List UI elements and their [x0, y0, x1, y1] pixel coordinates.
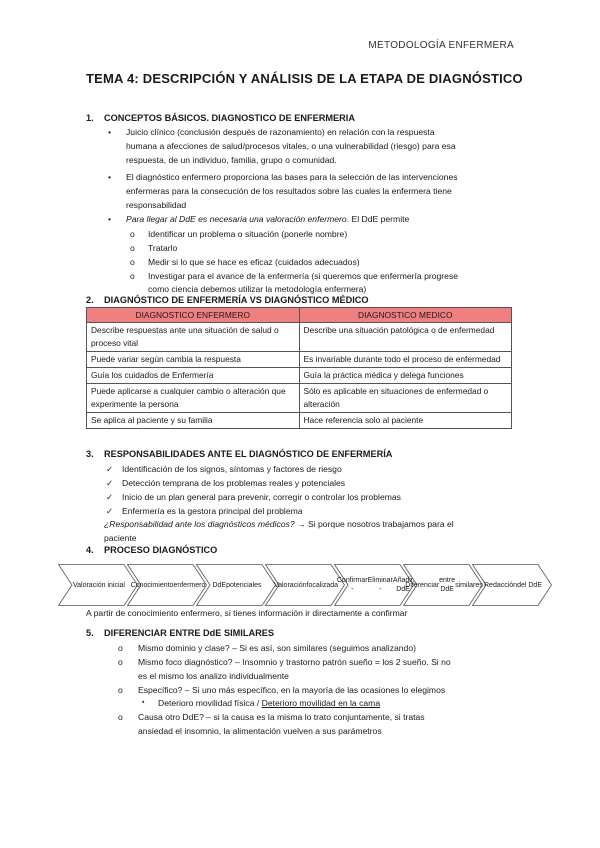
step-line: focalizada	[306, 581, 339, 589]
text-line: enfermeras para la consecución de los resultados sobre las cuales la enfermera tiene	[126, 186, 452, 196]
square-bullet-icon: ▪	[142, 699, 145, 706]
plain-text: → Si porque nosotros trabajamos para el	[294, 519, 454, 529]
table-cell: Se aplica al paciente y su familia	[87, 413, 300, 429]
text-line: paciente	[104, 533, 137, 543]
process-step-label	[70, 564, 128, 606]
bullet-icon: •	[108, 172, 112, 182]
text-line: ansiedad el insomnio, la alimentación vuelven a sus parámetros	[138, 726, 382, 736]
step-line: Confirmar -	[336, 577, 368, 593]
text-line: respuesta, de un individuo, familia, grupo o comunidad.	[126, 155, 337, 165]
table-cell: Guía los cuidados de Enfermería	[87, 368, 300, 384]
step-line: Conocimiento	[130, 581, 174, 589]
underlined-text: Deterioro movilidad en la cama	[261, 698, 381, 708]
checkmark-icon: ✓	[106, 506, 114, 516]
bullet-icon: •	[108, 127, 112, 137]
section-3-heading	[86, 449, 392, 459]
text-line	[104, 517, 454, 531]
text-line: Mismo dominio y clase? – Si es así, son similares (seguimos analizando)	[138, 643, 416, 653]
process-step	[265, 564, 345, 606]
step-line: similares	[455, 581, 483, 589]
section-number: 2.	[86, 295, 94, 305]
text-line: Detección temprana de los problemas reales y potenciales	[122, 478, 346, 488]
section-title: PROCESO DIAGNÓSTICO	[104, 545, 218, 555]
circle-bullet-icon: o	[130, 271, 135, 281]
table-cell: Describe respuestas ante una situación de salud o proceso vital	[87, 323, 300, 352]
process-step	[334, 564, 414, 606]
text-line: responsabilidad	[126, 200, 187, 210]
page-header: METODOLOGÍA ENFERMERA	[368, 40, 514, 51]
process-step	[127, 564, 207, 606]
diagnostic-process-flow	[58, 564, 554, 606]
step-line: Valoración	[273, 581, 307, 589]
process-step	[403, 564, 483, 606]
step-line: Diferenciar	[405, 581, 440, 589]
step-line: Añadir DdE	[392, 577, 414, 593]
step-line: entre DdE	[439, 577, 456, 593]
text-line: Enfermería es la gestora principal del problema	[122, 506, 303, 516]
text-line	[158, 696, 380, 710]
table-cell: Es invariable durante todo el proceso de enfermedad	[299, 352, 512, 368]
text-line: A partir de conocimiento enfermero, si tienes información ir directamente a confirmar	[86, 608, 408, 618]
process-step-label	[208, 564, 266, 606]
plain-text: Deterioro movilidad física /	[158, 698, 262, 708]
process-step-label	[484, 564, 542, 606]
page-title: TEMA 4: DESCRIPCIÓN Y ANÁLISIS DE LA ETAPA DE DIAGNÓSTICO	[86, 71, 523, 86]
italic-text: ¿Responsabilidad ante los diagnósticos médicos?	[104, 519, 295, 529]
text-line: como ciencia debemos utilizar la metodología enfermera)	[148, 284, 367, 294]
circle-bullet-icon: o	[130, 243, 135, 253]
checkmark-icon: ✓	[106, 478, 114, 488]
step-line: DdE	[212, 581, 227, 589]
text-line: Medir si lo que se hace es eficaz (cuidados adecuados)	[148, 257, 360, 267]
table-cell: Sólo es aplicable en situaciones de enfermedad o alteración	[299, 384, 512, 413]
process-step-label	[130, 564, 206, 606]
section-title: CONCEPTOS BÁSICOS. DIAGNOSTICO DE ENFERMERIA	[104, 113, 355, 123]
table-row	[87, 413, 512, 429]
text-line	[126, 212, 409, 226]
column-header: DIAGNOSTICO MEDICO	[299, 308, 512, 323]
circle-bullet-icon: o	[118, 712, 123, 722]
section-number: 4.	[86, 545, 94, 555]
text-line: es el mismo los analizo individualmente	[138, 671, 289, 681]
text-line: Investigar para el avance de la enfermería (si queremos que enfermería progrese	[148, 271, 459, 281]
section-number: 3.	[86, 449, 94, 459]
section-4-heading	[86, 545, 217, 555]
table-header-row	[87, 308, 512, 323]
process-step-label	[273, 564, 339, 606]
section-title: RESPONSABILIDADES ANTE EL DIAGNÓSTICO DE ENFERMERÍA	[104, 449, 393, 459]
step-line: Redacción	[484, 581, 518, 589]
bullet-icon: •	[108, 214, 112, 224]
step-line: enfermero	[173, 581, 206, 589]
text-line: humana a afecciones de salud/procesos vitales, o una vulnerabilidad (riesgo) para esa	[126, 141, 456, 151]
process-step-label	[336, 564, 414, 606]
section-1-heading	[86, 113, 355, 123]
table-cell: Guía la práctica médica y delega funciones	[299, 368, 512, 384]
table-cell: Puede variar según cambia la respuesta	[87, 352, 300, 368]
text-line: Tratarlo	[148, 243, 178, 253]
circle-bullet-icon: o	[130, 229, 135, 239]
checkmark-icon: ✓	[106, 492, 114, 502]
table-row	[87, 352, 512, 368]
process-step-label	[405, 564, 483, 606]
text-line: El diagnóstico enfermero proporciona las bases para la selección de las intervenciones	[126, 172, 458, 182]
step-line: potenciales	[226, 581, 262, 589]
table-row	[87, 384, 512, 413]
process-step	[58, 564, 138, 606]
section-number: 1.	[86, 113, 94, 123]
section-number: 5.	[86, 628, 94, 638]
text-line: Identificación de los signos, síntomas y factores de riesgo	[122, 464, 342, 474]
table-cell: Hace referencia solo al paciente	[299, 413, 512, 429]
comparison-table	[86, 307, 512, 429]
table-cell: Describe una situación patológica o de enfermedad	[299, 323, 512, 352]
section-2-heading	[86, 295, 369, 305]
table-row	[87, 323, 512, 352]
circle-bullet-icon: o	[130, 257, 135, 267]
column-header: DIAGNOSTICO ENFERMERO	[87, 308, 300, 323]
circle-bullet-icon: o	[118, 643, 123, 653]
plain-text: . El DdE permite	[346, 214, 410, 224]
italic-text: Para llegar al DdE es necesaria una valoración enfermero	[126, 214, 347, 224]
circle-bullet-icon: o	[118, 685, 123, 695]
text-line: Juicio clínico (conclusión después de razonamiento) en relación con la respuesta	[126, 127, 435, 137]
section-title: DIAGNÓSTICO DE ENFERMERÍA VS DIAGNÓSTICO MÉDICO	[104, 295, 369, 305]
text-line: Mismo foco diagnóstico? – Insomnio y trastorno patrón sueño = los 2 sueño. Si no	[138, 657, 451, 667]
text-line: Causa otro DdE? – si la causa es la misma lo trato conjuntamente, si tratas	[138, 712, 425, 722]
process-step	[196, 564, 276, 606]
text-line: Identificar un problema o situación (ponerle nombre)	[148, 229, 348, 239]
checkmark-icon: ✓	[106, 464, 114, 474]
process-step	[472, 564, 552, 606]
section-5-heading	[86, 628, 274, 638]
step-line: del DdE	[517, 581, 542, 589]
step-line: Valoración inicial	[72, 581, 125, 589]
text-line: Inicio de un plan general para prevenir, corregir o controlar los problemas	[122, 492, 401, 502]
circle-bullet-icon: o	[118, 657, 123, 667]
step-line: Eliminar -	[367, 577, 393, 593]
text-line: Específico? – Si uno más específico, en la mayoría de las ocasiones lo elegimos	[138, 685, 446, 695]
table-row	[87, 368, 512, 384]
table-cell: Puede aplicarse a cualquier cambio o alteración que experimente la persona	[87, 384, 300, 413]
section-title: DIFERENCIAR ENTRE DdE SIMILARES	[104, 628, 274, 638]
